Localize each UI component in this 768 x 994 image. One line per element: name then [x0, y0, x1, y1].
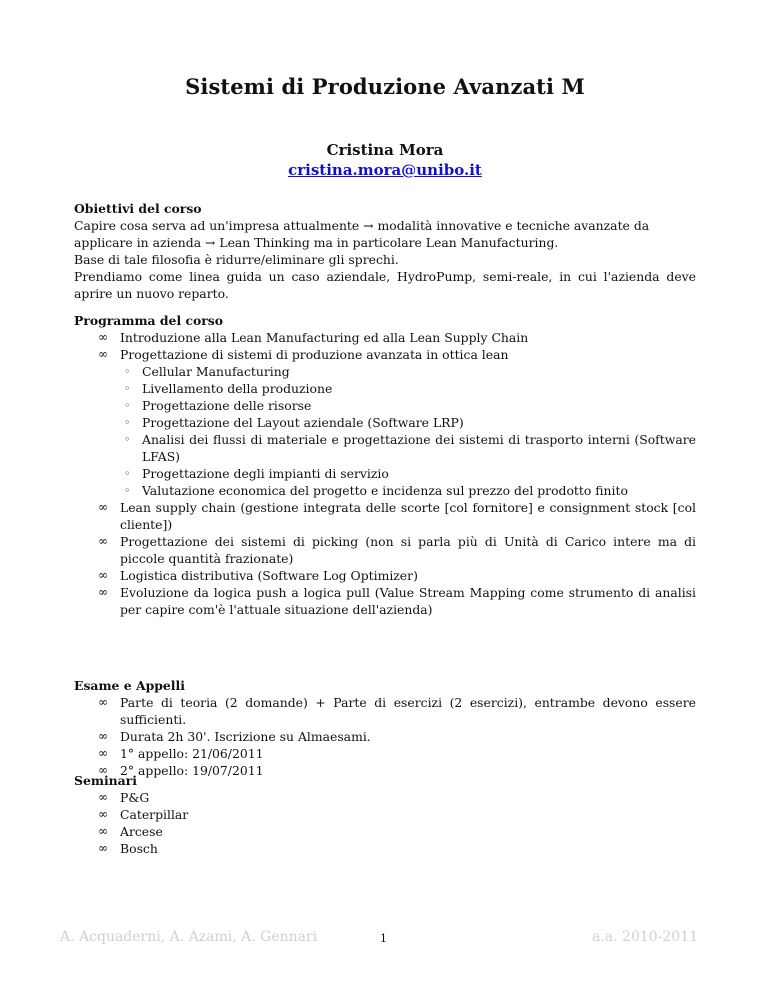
infinity-bullet-icon: ∞ [98, 807, 108, 821]
section-esame [74, 677, 696, 779]
list-item [74, 533, 696, 567]
seminari-list [74, 789, 696, 857]
infinity-bullet-icon: ∞ [98, 763, 108, 777]
list-item-text: Progettazione di sistemi di produzione avanzata in ottica lean [120, 347, 509, 362]
list-item-text: Arcese [120, 824, 163, 839]
sub-list-item-text: Valutazione economica del progetto e incidenza sul prezzo del prodotto finito [142, 483, 628, 498]
circle-bullet-icon: ◦ [124, 416, 131, 429]
sub-list-item [120, 482, 696, 499]
list-item-text: Evoluzione da logica push a logica pull (Value Stream Mapping come strumento di analisi per capire com'è l'attuale situazione dell'azienda) [120, 585, 696, 617]
list-item-text: Progettazione dei sistemi di picking (non si parla più di Unità di Carico intere ma di piccole quantità frazionate) [120, 534, 696, 566]
infinity-bullet-icon: ∞ [98, 585, 108, 599]
sub-list [120, 363, 696, 499]
section-seminari [74, 772, 696, 857]
list-item [74, 499, 696, 533]
list-item-text: Introduzione alla Lean Manufacturing ed alla Lean Supply Chain [120, 330, 529, 345]
sub-list-item [120, 465, 696, 482]
sub-list-item-text: Livellamento della produzione [142, 381, 333, 396]
text-line: Capire cosa serva ad un'impresa attualmente → modalità innovative e tecniche avanzate da [74, 218, 650, 233]
sub-list-item-text: Progettazione delle risorse [142, 398, 312, 413]
circle-bullet-icon: ◦ [124, 365, 131, 378]
section-heading: Obiettivi del corso [74, 201, 202, 216]
author-name: Cristina Mora [326, 141, 444, 159]
footer-page-number: 1 [380, 932, 387, 945]
infinity-bullet-icon: ∞ [98, 534, 108, 548]
sub-list-item [120, 431, 696, 465]
sub-list-item [120, 397, 696, 414]
footer-authors: A. Acquaderni, A. Azami, A. Gennari [60, 929, 318, 945]
list-item-text: Parte di teoria (2 domande) + Parte di esercizi (2 esercizi), entrambe devono essere sufficienti. [120, 695, 696, 727]
sub-list-item [120, 363, 696, 380]
infinity-bullet-icon: ∞ [98, 500, 108, 514]
sub-list-item [120, 414, 696, 431]
circle-bullet-icon: ◦ [124, 484, 131, 497]
section-heading: Seminari [74, 773, 137, 788]
list-item-text: 1° appello: 21/06/2011 [120, 746, 264, 761]
section-heading: Programma del corso [74, 313, 224, 328]
infinity-bullet-icon: ∞ [98, 790, 108, 804]
infinity-bullet-icon: ∞ [98, 729, 108, 743]
text-line: applicare in azienda → Lean Thinking ma in particolare Lean Manufacturing. [74, 235, 559, 250]
list-item [74, 728, 696, 745]
infinity-bullet-icon: ∞ [98, 330, 108, 344]
programma-list [74, 329, 696, 618]
list-item [74, 329, 696, 346]
author-email-link[interactable]: cristina.mora@unibo.it [288, 161, 482, 179]
sub-list-item-text: Cellular Manufacturing [142, 364, 290, 379]
list-item [74, 745, 696, 762]
sub-list-item-text: Analisi dei flussi di materiale e progettazione dei sistemi di trasporto interni (Software LFAS) [142, 432, 696, 464]
sub-list-item-text: Progettazione degli impianti di servizio [142, 466, 389, 481]
infinity-bullet-icon: ∞ [98, 568, 108, 582]
text-line: Base di tale filosofia è ridurre/eliminare gli sprechi. [74, 252, 399, 267]
list-item [74, 694, 696, 728]
section-programma [74, 312, 696, 618]
list-item-text: Caterpillar [120, 807, 189, 822]
list-item-text: Bosch [120, 841, 158, 856]
list-item [74, 823, 696, 840]
esame-list [74, 694, 696, 779]
list-item [74, 567, 696, 584]
list-item-text: 2° appello: 19/07/2011 [120, 763, 264, 778]
infinity-bullet-icon: ∞ [98, 347, 108, 361]
circle-bullet-icon: ◦ [124, 433, 131, 446]
list-item [74, 584, 696, 618]
footer-academic-year: a.a. 2010-2011 [592, 929, 699, 945]
list-item-text: Logistica distributiva (Software Log Optimizer) [120, 568, 418, 583]
list-item-text: Durata 2h 30'. Iscrizione su Almaesami. [120, 729, 371, 744]
infinity-bullet-icon: ∞ [98, 841, 108, 855]
circle-bullet-icon: ◦ [124, 382, 131, 395]
list-item [74, 346, 696, 499]
circle-bullet-icon: ◦ [124, 467, 131, 480]
section-obiettivi [74, 200, 696, 302]
section-heading: Esame e Appelli [74, 678, 185, 693]
paragraph: Prendiamo come linea guida un caso aziendale, HydroPump, semi-reale, in cui l'azienda deve aprire un nuovo reparto. [74, 269, 696, 301]
list-item [74, 806, 696, 823]
infinity-bullet-icon: ∞ [98, 824, 108, 838]
list-item-text: Lean supply chain (gestione integrata delle scorte [col fornitore] e consignment stock [col cliente]) [120, 500, 696, 532]
sub-list-item-text: Progettazione del Layout aziendale (Software LRP) [142, 415, 464, 430]
infinity-bullet-icon: ∞ [98, 746, 108, 760]
list-item [74, 789, 696, 806]
list-item [74, 840, 696, 857]
sub-list-item [120, 380, 696, 397]
circle-bullet-icon: ◦ [124, 399, 131, 412]
document-title: Sistemi di Produzione Avanzati M [185, 74, 585, 99]
list-item-text: P&G [120, 790, 150, 805]
infinity-bullet-icon: ∞ [98, 695, 108, 709]
